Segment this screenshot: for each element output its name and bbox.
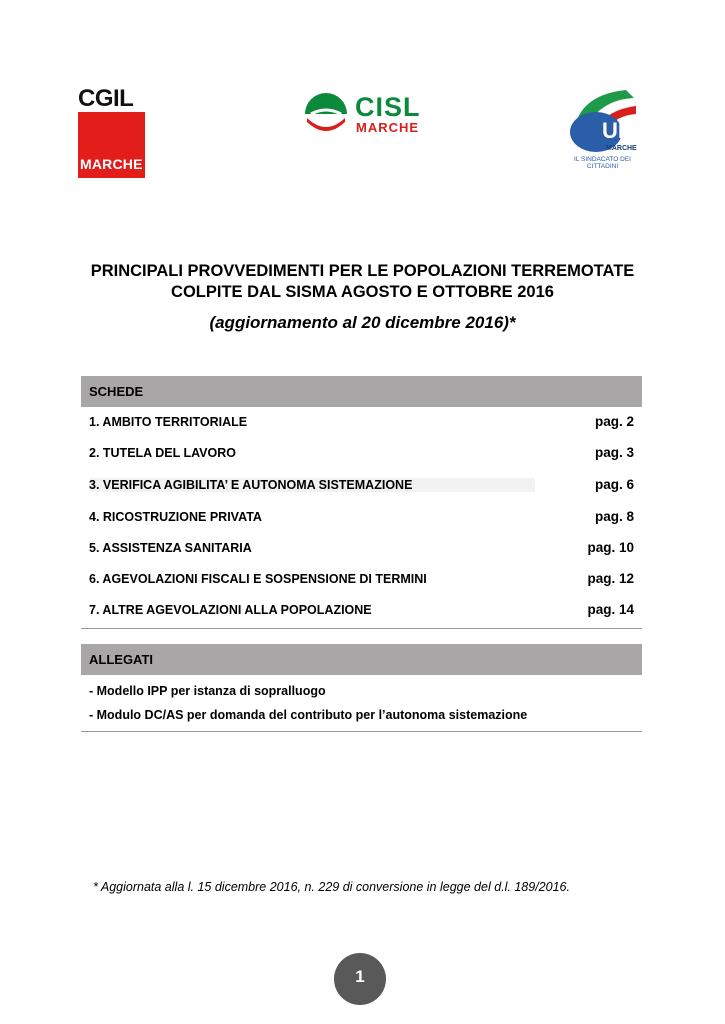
document-title-line2: COLPITE DAL SISMA AGOSTO E OTTOBRE 2016 xyxy=(171,283,554,301)
toc-item xyxy=(89,601,634,621)
cgil-logo-region: MARCHE xyxy=(80,156,143,172)
cisl-logo xyxy=(303,90,428,138)
toc-item-page: pag. 8 xyxy=(594,509,634,524)
toc-item-label: 5. ASSISTENZA SANITARIA xyxy=(89,541,252,555)
toc-item-label: 1. AMBITO TERRITORIALE xyxy=(89,415,248,429)
footnote: * Aggiornata alla l. 15 dicembre 2016, n. 229 di conversione in legge del d.l. 189/2016. xyxy=(93,880,570,894)
uil-emblem-icon xyxy=(564,88,642,154)
allegati-header xyxy=(81,644,642,675)
toc-item-page: pag. 14 xyxy=(587,602,634,617)
toc-item-page: pag. 3 xyxy=(594,445,634,460)
toc-item-label: 2. TUTELA DEL LAVORO xyxy=(89,446,236,460)
toc-item xyxy=(89,539,634,559)
cgil-logo-block xyxy=(78,112,145,178)
uil-tagline: IL SINDACATO DEI CITTADINI xyxy=(574,156,631,170)
attachment-item: - Modello IPP per istanza di sopralluogo xyxy=(89,684,326,698)
toc-item-page: pag. 2 xyxy=(594,414,634,429)
toc-item xyxy=(89,444,634,464)
schede-header xyxy=(81,376,642,407)
cisl-emblem-icon xyxy=(303,92,349,136)
cisl-logo-text: CISL xyxy=(355,92,421,122)
toc-item-label: 7. ALTRE AGEVOLAZIONI ALLA POPOLAZIONE xyxy=(89,603,372,617)
toc-item-page: pag. 12 xyxy=(587,571,634,586)
schede-divider xyxy=(81,628,642,629)
toc-item xyxy=(89,476,634,496)
toc-item-label: 3. VERIFICA AGIBILITA’ E AUTONOMA SISTEMAZIONE xyxy=(89,478,535,492)
toc-item-label: 4. RICOSTRUZIONE PRIVATA xyxy=(89,510,262,524)
toc-item xyxy=(89,570,634,590)
cisl-logo-region: MARCHE xyxy=(356,120,420,135)
cgil-logo xyxy=(78,85,145,178)
schede-header-label: SCHEDE xyxy=(89,384,144,399)
toc-item-label: 6. AGEVOLAZIONI FISCALI E SOSPENSIONE DI TERMINI xyxy=(89,572,427,586)
toc-item-page: pag. 10 xyxy=(587,540,634,555)
uil-logo-text: UIL xyxy=(602,118,638,143)
toc-item-page: pag. 6 xyxy=(594,477,634,492)
page-number: 1 xyxy=(355,967,365,986)
page-number-badge xyxy=(334,953,386,1005)
document-title-line1: PRINCIPALI PROVVEDIMENTI PER LE POPOLAZIONI TERREMOTATE xyxy=(90,262,635,280)
allegati-header-label: ALLEGATI xyxy=(89,652,154,667)
toc-item xyxy=(89,508,634,528)
allegati-divider xyxy=(81,731,642,732)
toc-item xyxy=(89,413,634,433)
attachment-item: - Modulo DC/AS per domanda del contributo per l’autonoma sistemazione xyxy=(89,708,528,722)
uil-logo xyxy=(560,88,645,168)
document-subtitle: (aggiornamento al 20 dicembre 2016)* xyxy=(209,313,516,332)
uil-logo-region: MARCHE xyxy=(606,145,637,152)
cgil-logo-text: CGIL xyxy=(78,85,145,112)
